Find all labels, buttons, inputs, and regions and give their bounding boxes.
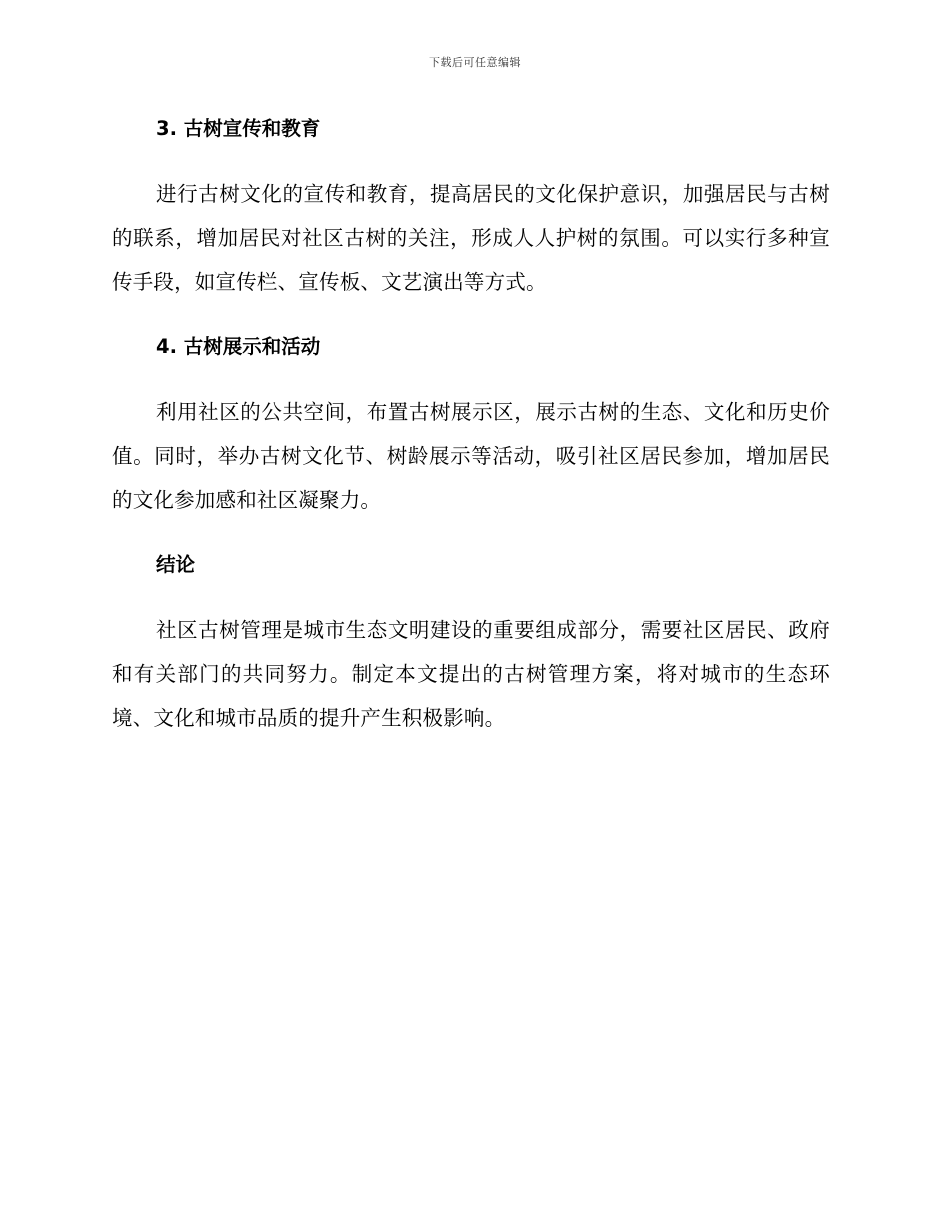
section-paragraph-display: 利用社区的公共空间，布置古树展示区，展示古树的生态、文化和历史价值。同时，举办古树文化节、树龄展示等活动，吸引社区居民参加，增加居民的文化参加感和社区凝聚力。 bbox=[112, 400, 830, 512]
page-header: 下载后可任意编辑 bbox=[429, 56, 521, 69]
document-body bbox=[112, 114, 830, 740]
section-paragraph-conclusion: 社区古树管理是城市生态文明建设的重要组成部分，需要社区居民、政府和有关部门的共同努力。制定本文提出的古树管理方案，将对城市的生态环境、文化和城市品质的提升产生积极影响。 bbox=[112, 618, 830, 730]
section-paragraph-publicity: 进行古树文化的宣传和教育，提高居民的文化保护意识，加强居民与古树的联系，增加居民对社区古树的关注，形成人人护树的氛围。可以实行多种宣传手段，如宣传栏、宣传板、文艺演出等方式。 bbox=[112, 182, 830, 294]
section-heading-publicity: 3. 古树宣传和教育 bbox=[156, 117, 321, 140]
section-heading-display: 4. 古树展示和活动 bbox=[156, 335, 321, 358]
section-heading-conclusion: 结论 bbox=[156, 553, 196, 576]
